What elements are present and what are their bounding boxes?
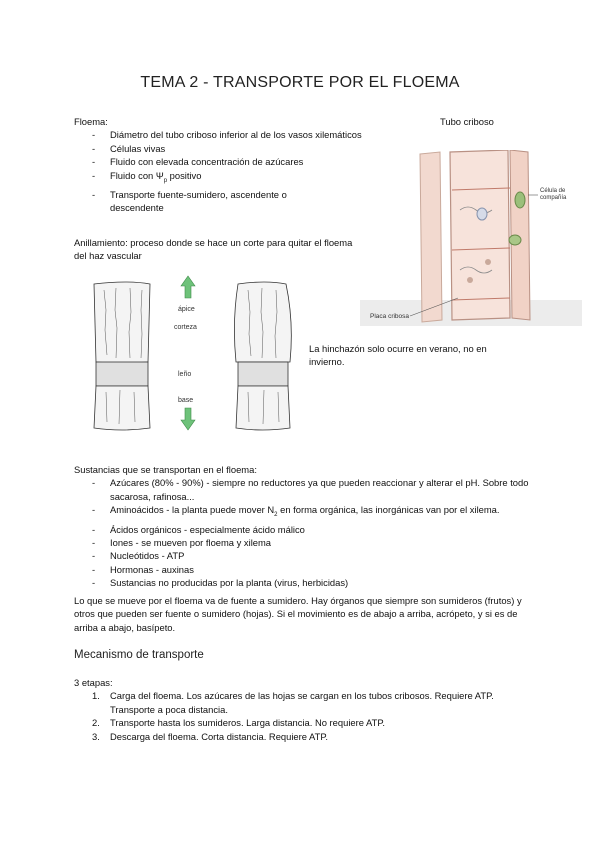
list-item: - Fluido con $\Psi_p$ positivo xyxy=(74,169,374,188)
transport-paragraph: Lo que se mueve por el floema va de fuente a sumidero. Hay órganos que siempre son sumideros (frutos) y otros que pueden ser fuente o sumidero (hojas). Si el movimiento es de abajo a arriba, acrópeto, y si es de arriba a abajo, basípeto. xyxy=(74,595,522,633)
list-item: - Hormonas - auxinas xyxy=(74,563,534,576)
list-item: - Azúcares (80% - 90%) - siempre no reductores ya que pueden reaccionar y alterar el pH. Sobre todo sacarosa, rafinosa... xyxy=(74,476,534,503)
bark-label: corteza xyxy=(174,324,197,331)
list-item: - Iones - se mueven por floema y xilema xyxy=(74,536,534,549)
sustancias-heading: Sustancias que se transportan en el floema: xyxy=(74,464,257,475)
svg-text:compañía: compañía xyxy=(540,195,567,201)
sustancias-list xyxy=(74,476,534,589)
mecanismo-heading: Mecanismo de transporte xyxy=(74,649,204,661)
floema-section xyxy=(74,115,374,215)
anillamiento-text: Anillamiento: proceso donde se hace un corte para quitar el floema del haz vascular xyxy=(74,237,353,262)
wood-label: leño xyxy=(178,371,192,378)
base-label: base xyxy=(178,397,194,404)
list-item: - Transporte fuente-sumidero, ascendente o descendente xyxy=(74,188,340,215)
list-item: 1. Carga del floema. Los azúcares de las hojas se cargan en los tubos cribosos. Requiere ATP. Transporte a poca distancia. xyxy=(92,690,494,715)
list-item: - Células vivas xyxy=(74,142,374,155)
list-item: - Diámetro del tubo criboso inferior al de los vasos xilemáticos xyxy=(74,128,374,141)
list-item: - Sustancias no producidas por la planta (virus, herbicidas) xyxy=(74,576,534,589)
sustancias-section xyxy=(74,463,534,590)
list-item: - Nucleótidos - ATP xyxy=(74,549,534,562)
girdling-figure xyxy=(88,272,308,434)
swelling-note: La hinchazón solo ocurre en verano, no en invierno. xyxy=(309,343,487,368)
list-item: - Ácidos orgánicos - especialmente ácido málico xyxy=(74,523,534,536)
mecanismo-section xyxy=(74,676,534,743)
list-item: - Fluido con elevada concentración de azúcares xyxy=(74,155,374,168)
left-trunk xyxy=(94,282,150,430)
arrow-down-icon xyxy=(181,408,195,430)
sieve-plate-label: Placa cribosa xyxy=(370,313,410,320)
floema-list xyxy=(74,128,374,214)
right-trunk xyxy=(234,282,291,430)
sieve-tube-figure xyxy=(360,150,582,326)
mecanismo-intro: 3 etapas: xyxy=(74,677,113,688)
apex-label: ápice xyxy=(178,306,195,313)
list-item: - Aminoácidos - la planta puede mover $N_2$ en forma orgánica, las inorgánicas van por el xilema. xyxy=(74,503,534,522)
page-title: TEMA 2 - TRANSPORTE POR EL FLOEMA xyxy=(140,74,460,91)
tube-figure-caption: Tubo criboso xyxy=(440,116,494,127)
steps-list xyxy=(74,689,534,743)
floema-heading: Floema: xyxy=(74,116,108,127)
companion-cell-label: Célula de xyxy=(540,188,566,194)
list-item: 3. Descarga del floema. Corta distancia. Requiere ATP. xyxy=(92,730,328,742)
arrow-up-icon xyxy=(181,276,195,298)
list-item: 2. Transporte hasta los sumideros. Larga distancia. No requiere ATP. xyxy=(92,717,385,729)
